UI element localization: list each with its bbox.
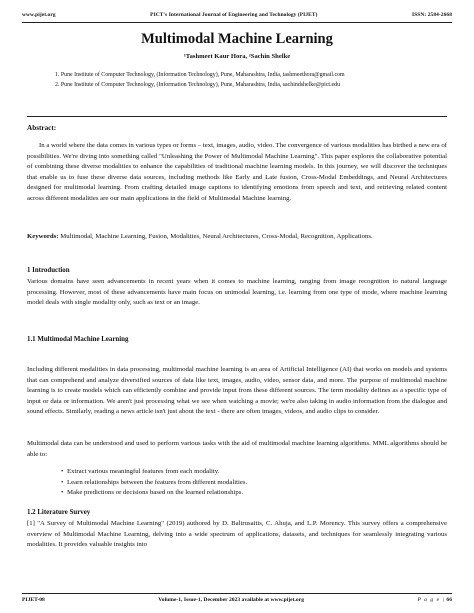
section-heading-introduction: 1 Introduction [27, 267, 70, 274]
footer-volume-info: Volume-1, Issue-1, December 2023 available at www.pijet.org [158, 597, 304, 603]
affiliation-1: 1. Pune Institute of Computer Technology, (Information Technology), Pune, Maharashtra, India, tashmeethora@gmail.com [55, 72, 345, 78]
header-website: www.pijet.org [22, 12, 56, 18]
page-number: 66 [445, 597, 452, 603]
affiliations [55, 71, 444, 90]
abstract-text: In a world where the data comes in various types or forms – text, images, audio, video. The convergence of various modalities has birthed a new era of possibilities. We're diving into something called "Unleashing the Power of Multimodal Machine Learning". This paper explores the collaborative potential of combining these diverse modalities to enhance the capabilities of traditional machine learning models. In this journey, we will discover the techniques that enable us to fuse these diverse data sources, including methods like Early and Late fusion, Cross-Modal Embeddings, and Neural Architectures designed for multimodal learning. From crafting detailed image captions to identifying emotions from speech and text, and retrieving related content across different modalities are our main applications in the field of Multimodal Machine learning. [27, 142, 447, 202]
footer-page-number [417, 597, 452, 603]
abstract-heading: Abstract: [27, 124, 57, 132]
introduction-text: Various domains have seen advancements in recent years when it comes to machine learning, ranging from image recognition to natural language processing. However, most of these advancements have main focus on unimodal learning, i.e. learning from one type of mode, where machine learning model deals with single modality only, such as text or an image. [27, 278, 447, 307]
keywords [27, 232, 447, 243]
header-journal-name: PICT's International Journal of Engineering and Technology (PIJET) [150, 12, 318, 18]
footer-rule [22, 593, 452, 594]
footer-paper-id: PIJET-08 [22, 597, 45, 603]
paper-title: Multimodal Machine Learning [141, 31, 333, 47]
keywords-label: Keywords: [27, 233, 59, 240]
header-issn: ISSN: 2584-2668 [412, 12, 452, 18]
multimodal-ml-paragraph-1: Including different modalities in data processing, multimodal machine learning is an area of Artificial Intelligence (AI) that works on models and systems that can comprehend and analyze diversified sources of data like text, images, audio, video, sensor data, and more. The purpose of multimodal machine learning is to create models which can efficiently combine and provide input from these different sources. The term modality defines as a specific type of input or data or information. We aren't just processing what we see when watching a movie; we're also taking in audio information from the dialogue and sound effects. Similarly, reading a news article isn't just about the text - there are often images, videos, and audio clips to consider. [27, 366, 447, 416]
literature-survey-text: [1] "A Survey of Multimodal Machine Learning" (2019) authored by D. Baltrusaitis, C. Ahuja, and L.P. Morency. This survey offers a comprehensive overview of Multimodal Machine Learning, delving into a wide spectrum of applications, datasets, and techniques for seamlessly integrating various modalities. It provides valuable insights into [27, 520, 447, 549]
page-label: P a g e | [417, 597, 445, 603]
list-item: • Make predictions or decisions based on the learned relationships. [61, 488, 447, 499]
multimodal-ml-paragraph-2: Multimodal data can be understood and used to perform various tasks with the aid of multimodal machine learning algorithms. MML algorithms should be able to: [27, 440, 447, 458]
list-item: • Learn relationships between the features from different modalities. [61, 478, 447, 489]
section-heading-literature-survey: 1.2 Literature Survey [27, 509, 91, 516]
affiliation-2: 2. Pune Institute of Computer Technology, (Information Technology), Pune, Maharashtra, India, sachindshelke@pict.edu [55, 81, 341, 88]
abstract-top-rule [27, 116, 447, 117]
section-heading-multimodal-ml: 1.1 Multimodal Machine Learning [27, 336, 129, 343]
paper-authors: ¹Tashmeet Kaur Hora, ²Sachin Shelke [183, 53, 291, 60]
header-rule [22, 22, 452, 23]
list-item: • Extract various meaningful features from each modality. [61, 467, 447, 478]
mml-capability-list [61, 467, 447, 499]
running-header [22, 12, 452, 18]
running-footer [22, 597, 452, 603]
keywords-text: Multimodal, Machine Learning, Fusion, Modalities, Neural Architectures, Cross-Modal, Recognition, Applications. [58, 233, 373, 240]
